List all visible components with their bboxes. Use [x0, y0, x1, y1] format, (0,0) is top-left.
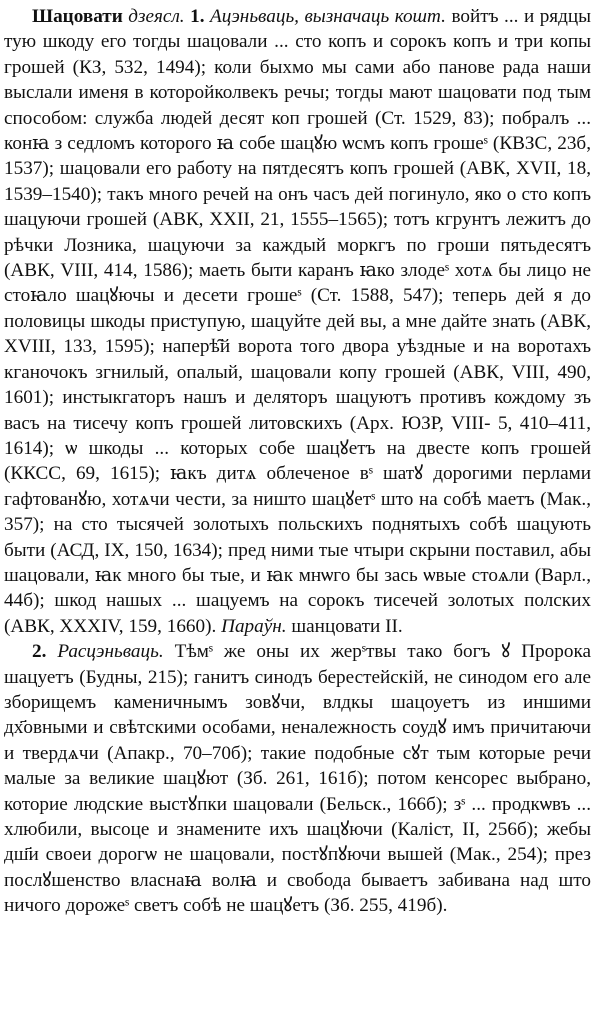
sense-number-1: 1.	[190, 6, 205, 27]
entry-sense-2	[4, 639, 591, 918]
cross-reference-label: Параўн.	[221, 615, 287, 637]
sense-number-2: 2.	[32, 641, 47, 663]
sense-gloss-2: Расцэньваць.	[57, 641, 164, 663]
sense-text-1: войтъ ... и рядцы тую шкоду его тогды шацовали ... сто копъ и сорокъ копъ и три копы грошей (КЗ, 532, 1494); коли быхмо мы сами або панове рада наши выслали именя в которойколвекъ речы; тогды мают шацовати под тым способом: служба людей десят коп грошей (Ст. 1529, 83); побралъ ... конꙗ з седломъ которого ꙗ собе шацꙋю ѡсмъ копъ грошеˢ (КВЗС, 23б, 1537); шацовали его работу на пятдесятъ копъ грошей (АВК, XVII, 18, 1539–1540); такъ много речей на онъ часъ дей погинуло, яко о сто копъ шацуючи грошей (АВК, XXII, 21, 1555–1565); тотъ кгрунтъ лежитъ до рѣчки Лозника, шацуючи за каждый моркгъ по гроши пятьдесятъ (АВК, VIII, 414, 1586); маеть быти каранъ ꙗко злодеˢ хотѧ бы лицо не стоꙗло шацꙋючы и десети грошеˢ (Ст. 1588, 547); теперь дей я до половицы шкоды приступую, шацуйте дей вы, а мне дайте знать (АВК, XVIII, 133, 1595); наперѣ̑й ворота того двора уѣздные и на воротахъ кганочокъ згнилый, опалый, шацовали копу грошей (АВК, VIII, 490, 1601); инстыкгаторъ нашъ и деляторъ шацуютъ противъ кождому зъ васъ на тисечу копъ грошей литовскихъ (Арх. ЮЗР, VIII- 5, 410–411, 1614); ѡ шкоды ... которых собе шацꙋетъ на двесте копъ грошей (ККСС, 69, 1615); ꙗкъ дитѧ облеченое вˢ шатꙋ дорогими перлами гафтованꙋю, хотѧчи чести, за ништо шацꙋетˢ што на собѣ маетъ (Мак., 357); на сто тысячей золотыхъ польскихъ поднятыхъ собѣ шацують быти (АСД, IX, 150, 1634); пред ними тые чтыри скрыни поставил, абы шацовали, ꙗк много бы тые, и ꙗк мнѡго бы зась ѡвые стоѧли (Варл., 44б); шкод нашых ... шацуемъ на сорокъ тисечей золотых полских (АВК, XXXIV, 159, 1660).	[4, 6, 592, 637]
headword: Шацовати	[32, 6, 123, 27]
part-of-speech: дзеясл.	[128, 6, 185, 27]
entry-sense-1	[4, 4, 591, 639]
cross-reference-value: шанцовати II.	[291, 615, 403, 637]
sense-gloss-1: Ацэньваць, вызначаць кошт.	[210, 6, 446, 27]
sense-text-2: Тѣмˢ же оны их жерˢтвы тако богъ ꙋ Пророка шацуетъ (Будны, 215); ганитъ синодъ берестейскій, не синодом его але зборищемъ каменичнымъ зовꙋчи, влдкы шацоуетъ из иншими дх҃овными и свѣтскими особами, неналежность соудꙋ имъ причитаючи и твердѧчи (Апакр., 70–70б); такие подобные сꙋт тым которые речи малые за великие шацꙋют (Зб. 261, 161б); потом кенсорес выбрано, которие людские выстꙋпки шацовали (Бельск., 166б); зˢ ... продкѡвъ ... хлюбили, высоце и знамените ихъ шацꙋючи (Каліст, II, 256б); жебы дш҃и своеи дорогѡ не шацовали, постꙋпꙋючи вышей (Мак., 254); през послꙋшенство власнаꙗ волꙗ и свобода бываетъ забивана над што ничого дорожеˢ светъ собѣ не шацꙋетъ (Зб. 255, 419б).	[4, 641, 592, 917]
